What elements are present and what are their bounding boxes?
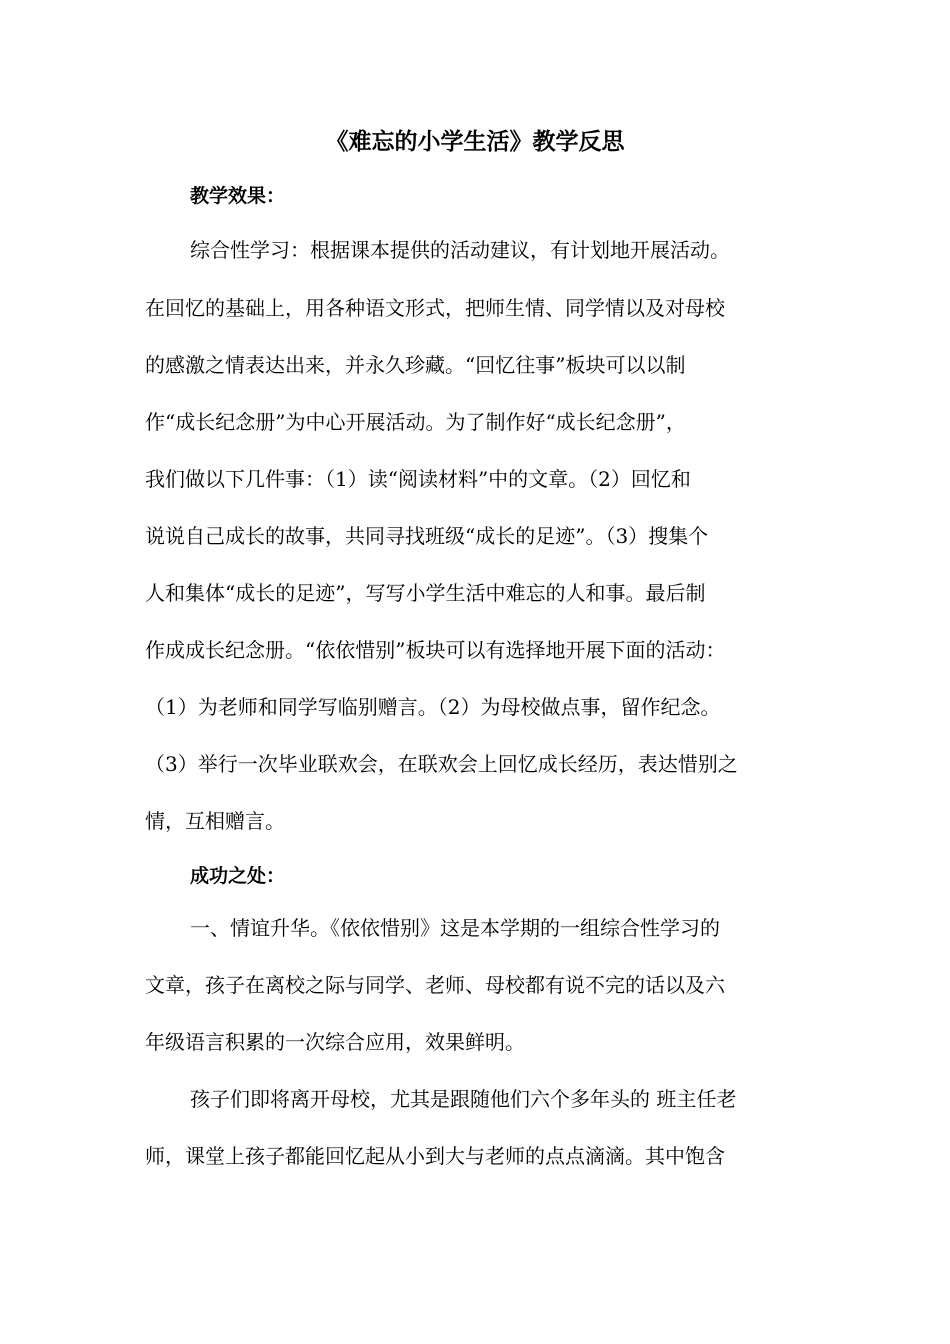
paragraph-line: 在回忆的基础上，用各种语文形式，把师生情、同学情以及对母校 — [145, 296, 725, 320]
paragraph-line: 的感激之情表达出来，并永久珍藏。“回忆往事”板块可以以制 — [145, 353, 686, 377]
paragraph-line: 情，互相赠言。 — [145, 809, 285, 833]
paragraph-line: 师，课堂上孩子都能回忆起从小到大与老师的点点滴滴。其中饱含 — [145, 1144, 725, 1168]
section-heading-effect: 教学效果： — [190, 185, 286, 207]
paragraph-line: （3）举行一次毕业联欢会，在联欢会上回忆成长经历，表达惜别之 — [145, 752, 738, 776]
paragraph-line: 年级语言积累的一次综合应用，效果鲜明。 — [145, 1030, 525, 1054]
section-heading-success: 成功之处： — [190, 865, 286, 887]
paragraph-line: 文章，孩子在离校之际与同学、老师、母校都有说不完的话以及六 — [145, 973, 725, 997]
paragraph-line: 综合性学习：根据课本提供的活动建议，有计划地开展活动。 — [190, 238, 730, 262]
paragraph-line: 我们做以下几件事：（1）读“阅读材料”中的文章。（2）回忆和 — [145, 467, 691, 491]
paragraph-line: 说说自己成长的故事，共同寻找班级“成长的足迹”。（3）搜集个 — [145, 524, 709, 548]
paragraph-line: 作“成长纪念册”为中心开展活动。为了制作好“成长纪念册”， — [145, 410, 686, 434]
paragraph-line: 孩子们即将离开母校，尤其是跟随他们六个多年头的 班主任老 — [190, 1087, 737, 1111]
paragraph-line: （1）为老师和同学写临别赠言。（2）为母校做点事，留作纪念。 — [145, 695, 721, 719]
document-title: 《难忘的小学生活》教学反思 — [325, 128, 625, 155]
paragraph-line: 一、情谊升华。《依依惜别》这是本学期的一组综合性学习的 — [190, 916, 720, 940]
paragraph-line: 作成成长纪念册。“依依惜别”板块可以有选择地开展下面的活动： — [145, 638, 726, 662]
paragraph-line: 人和集体“成长的足迹”，写写小学生活中难忘的人和事。最后制 — [145, 581, 706, 605]
